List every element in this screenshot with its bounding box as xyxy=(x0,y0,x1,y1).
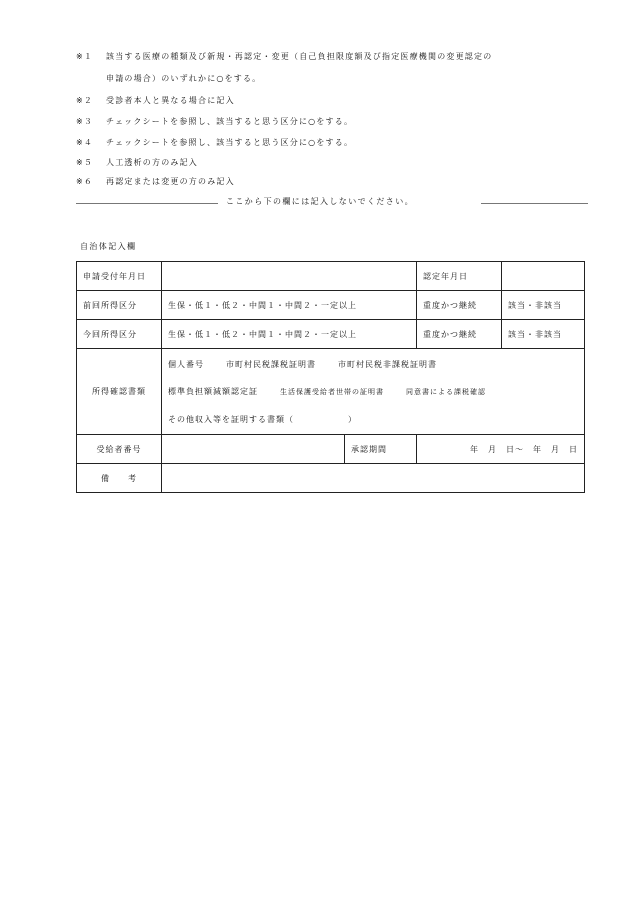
divider-text: ここから下の欄には記入しないでください。 xyxy=(226,197,414,206)
current-severe-label: 重度かつ継続 xyxy=(417,320,502,349)
prev-income-label: 前回所得区分 xyxy=(77,291,162,320)
recipient-no-field[interactable] xyxy=(162,435,345,464)
approval-period-label: 承認期間 xyxy=(345,435,417,464)
doc-option[interactable]: 標準負担額減額認定証 xyxy=(168,386,258,396)
note-mark: ※１ xyxy=(76,52,94,61)
docs-options xyxy=(162,349,585,435)
note-1 xyxy=(76,51,492,62)
approval-date-field[interactable] xyxy=(502,262,585,291)
doc-option[interactable]: 同意書による課税確認 xyxy=(406,387,486,396)
recipient-no-label: 受給者番号 xyxy=(77,435,162,464)
table-row xyxy=(77,320,585,349)
receipt-date-field[interactable] xyxy=(162,262,417,291)
divider-line-left xyxy=(76,203,218,204)
docs-row-3 xyxy=(168,406,578,433)
remarks-label: 備 考 xyxy=(77,464,162,493)
note-text: チェックシートを参照し、該当すると思う区分に○をする。 xyxy=(106,117,354,126)
note-mark: ※４ xyxy=(76,138,94,147)
docs-row-2 xyxy=(168,378,578,406)
docs-row-1 xyxy=(168,351,578,378)
current-income-label: 今回所得区分 xyxy=(77,320,162,349)
note-mark: ※２ xyxy=(76,96,94,105)
doc-option[interactable]: 個人番号 xyxy=(168,359,204,369)
note-5 xyxy=(76,157,198,168)
table-row xyxy=(77,291,585,320)
municipality-form-table xyxy=(76,261,585,493)
docs-label: 所得確認書類 xyxy=(77,349,162,435)
note-text: 人工透析の方のみ記入 xyxy=(106,158,198,167)
approval-date-label: 認定年月日 xyxy=(417,262,502,291)
table-row xyxy=(77,349,585,435)
note-mark: ※５ xyxy=(76,158,94,167)
note-1-continuation: 申請の場合）のいずれかに○をする。 xyxy=(106,74,262,83)
doc-option[interactable]: 市町村民税非課税証明書 xyxy=(338,359,437,369)
prev-severe-label: 重度かつ継続 xyxy=(417,291,502,320)
doc-option[interactable]: その他収入等を証明する書類（ ） xyxy=(168,414,357,424)
table-row xyxy=(77,262,585,291)
current-income-options[interactable]: 生保・低１・低２・中間１・中間２・一定以上 xyxy=(162,320,417,349)
note-text: 該当する医療の種類及び新規・再認定・変更（自己負担限度額及び指定医療機関の変更認定の xyxy=(106,52,493,61)
receipt-date-label: 申請受付年月日 xyxy=(77,262,162,291)
prev-applicable-options[interactable]: 該当・非該当 xyxy=(502,291,585,320)
approval-period-field[interactable]: 年 月 日～ 年 月 日 xyxy=(417,435,585,464)
divider-line-right xyxy=(481,203,588,204)
note-4 xyxy=(76,137,353,148)
note-text: 再認定または変更の方のみ記入 xyxy=(106,177,235,186)
note-3 xyxy=(76,116,353,127)
doc-option[interactable]: 生活保護受給者世帯の証明書 xyxy=(280,387,384,396)
doc-option[interactable]: 市町村民税課税証明書 xyxy=(226,359,316,369)
note-text: チェックシートを参照し、該当すると思う区分に○をする。 xyxy=(106,138,354,147)
table-row xyxy=(77,464,585,493)
section-title: 自治体記入欄 xyxy=(80,242,137,251)
note-mark: ※６ xyxy=(76,177,94,186)
note-2 xyxy=(76,95,235,106)
note-6 xyxy=(76,176,235,187)
note-text: 受診者本人と異なる場合に記入 xyxy=(106,96,235,105)
remarks-field[interactable] xyxy=(162,464,585,493)
current-applicable-options[interactable]: 該当・非該当 xyxy=(502,320,585,349)
prev-income-options[interactable]: 生保・低１・低２・中間１・中間２・一定以上 xyxy=(162,291,417,320)
note-mark: ※３ xyxy=(76,117,94,126)
do-not-write-divider xyxy=(76,196,588,210)
table-row xyxy=(77,435,585,464)
